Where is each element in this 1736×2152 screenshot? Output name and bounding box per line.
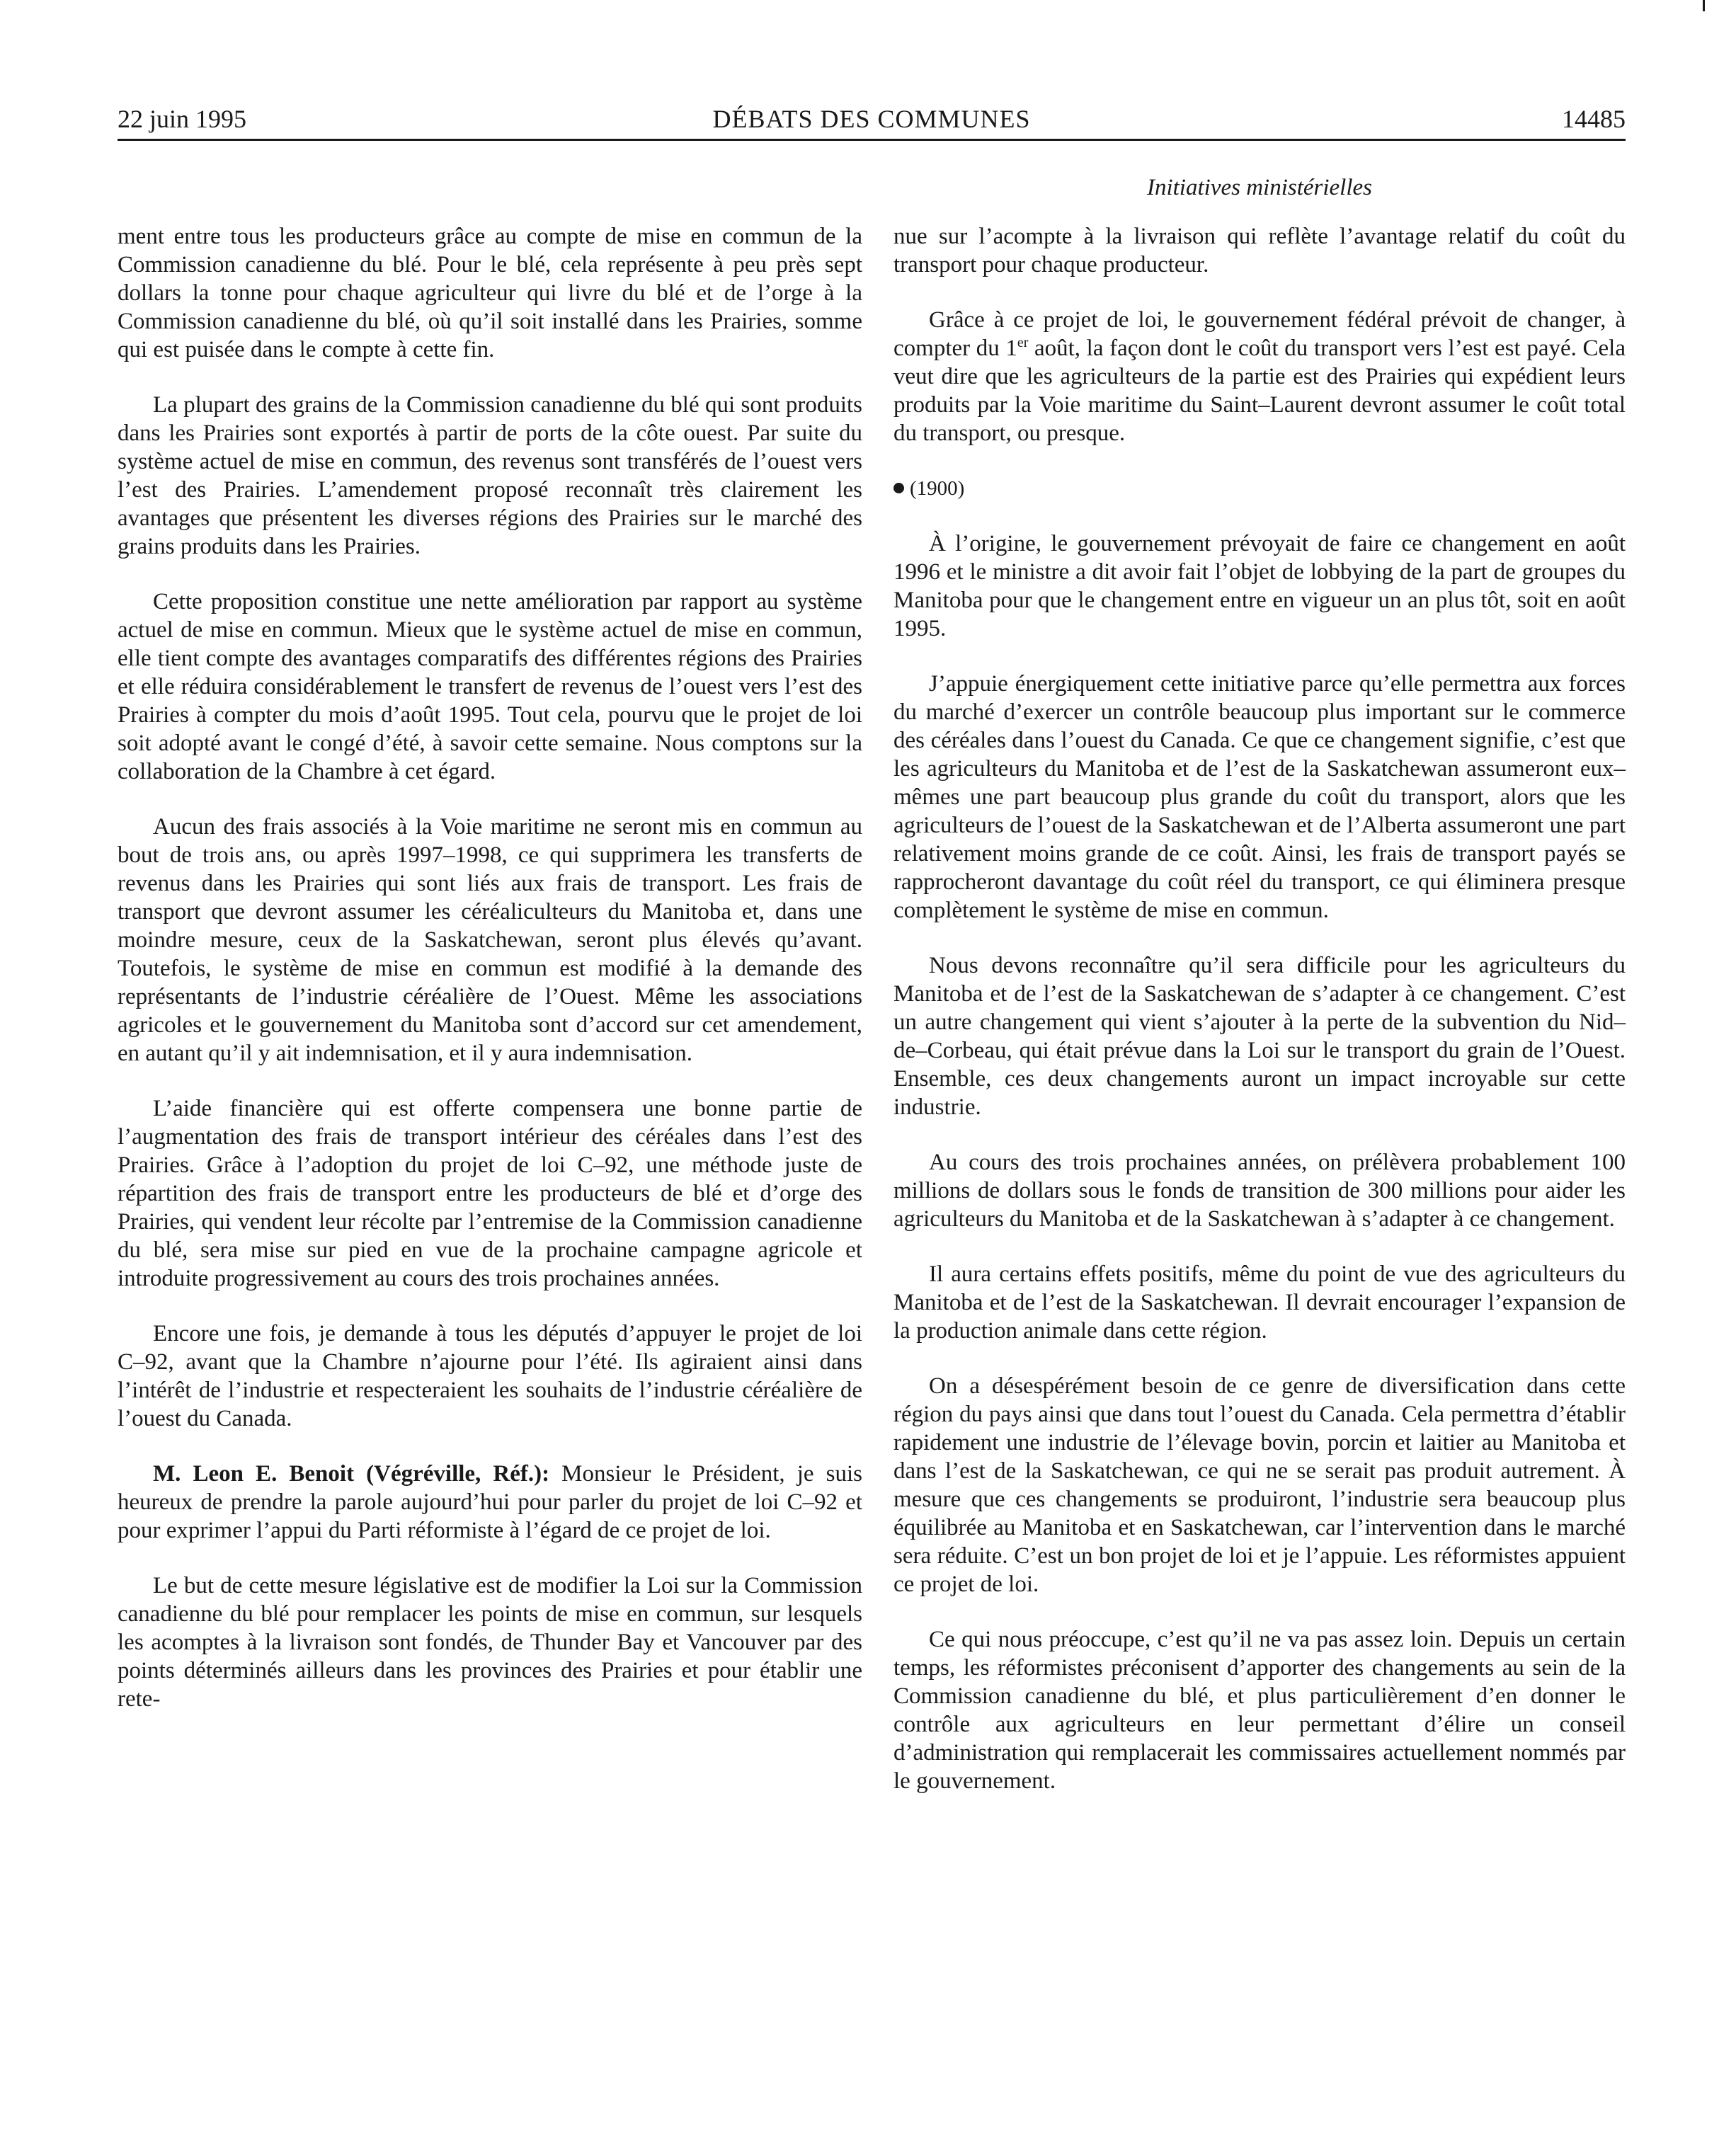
speaker-paragraph — [118, 1460, 862, 1545]
time-marker — [893, 474, 1626, 503]
section-label: Initiatives ministérielles — [1146, 175, 1373, 200]
paragraph: On a désespérément besoin de ce genre de diversification dans cette région du pays ainsi que dans tout l’ouest du Canada. Cela permettra d’établir rapidement une industrie de l’élevage bovin, porcin et laitier au Manitoba et dans l’est de la Saskatchewan, ce qui ne se serait pas produit autrement. À mesure que ces changements se produiront, l’industrie sera beaucoup plus équilibrée au Manitoba et en Saskatchewan, car l’intervention dans le marché sera réduite. C’est un bon projet de loi et je l’appuie. Les réformistes appuient ce projet de loi. — [893, 1373, 1626, 1597]
speaker-text: Monsieur le Président, je suis heureux de prendre la parole aujourd’hui pour parler du projet de loi C–92 et pour exprimer l’appui du Parti réformiste à l’égard de ce projet de loi. — [118, 1461, 862, 1543]
speaker-name: M. Leon E. Benoit (Végréville, Réf.): — [153, 1461, 550, 1487]
paragraph-text: août, la façon dont le coût du transport vers l’est est payé. Cela veut dire que les agriculteurs de la partie est des Prairies qui expédient leurs produits par la Voie maritime du Saint–Laurent devront assumer le coût total du transport, ou presque. — [893, 336, 1626, 446]
paragraph: Encore une fois, je demande à tous les députés d’appuyer le projet de loi C–92, avant que la Chambre n’ajourne pour l’été. Ils agiraient ainsi dans l’intérêt de l’industrie et respecteraient les souhaits de l’industrie céréalière de l’ouest du Canada. — [118, 1321, 862, 1431]
header-date: 22 juin 1995 — [118, 105, 247, 133]
page-header — [118, 98, 1626, 140]
scan-corner-mark — [1703, 0, 1705, 11]
superscript: er — [1017, 335, 1029, 350]
paragraph: Nous devons reconnaître qu’il sera difficile pour les agriculteurs du Manitoba et de l’est de la Saskatchewan de s’adapter à ce changement. C’est un autre changement qui vient s’ajouter à la perte de la subvention du Nid–de–Corbeau, qui était prévue dans la Loi sur le transport du grain de l’Ouest. Ensemble, ces deux changements auront un impact incroyable sur cette industrie. — [893, 953, 1626, 1120]
paragraph-text: Grâce à ce projet de loi, le gouvernement fédéral prévoit de changer, à compter du 1 — [893, 307, 1626, 361]
paragraph: Aucun des frais associés à la Voie maritime ne seront mis en commun au bout de trois ans, ou après 1997–1998, ce qui supprimera les transferts de revenus dans les Prairies qui sont liés aux frais de transport. Les frais de transport que devront assumer les céréaliculteurs du Manitoba et, dans une moindre mesure, ceux de la Saskatchewan, seront plus élevés qu’avant. Toutefois, le système de mise en commun est modifié à la demande des représentants de l’industrie céréalière de l’Ouest. Même les associations agricoles et le gouvernement du Manitoba sont d’accord sur cet amendement, en autant qu’il y ait indemnisation, et il y aura indemnisation. — [118, 814, 862, 1066]
right-column — [893, 222, 1626, 1795]
header-title: DÉBATS DES COMMUNES — [712, 105, 1031, 133]
left-column — [118, 222, 862, 1713]
time-marker-text: (1900) — [910, 477, 965, 500]
paragraph: Au cours des trois prochaines années, on prélèvera probablement 100 millions de dollars sous le fonds de transition de 300 millions pour aider les agriculteurs du Manitoba et de la Saskatchewan à s’adapter à ce changement. — [893, 1150, 1626, 1232]
paragraph — [893, 306, 1626, 447]
paragraph: nue sur l’acompte à la livraison qui reflète l’avantage relatif du coût du transport pour chaque producteur. — [893, 224, 1626, 277]
paragraph: Le but de cette mesure législative est de modifier la Loi sur la Commission canadienne du blé pour remplacer les points de mise en commun, sur lesquels les acomptes à la livraison sont fondés, de Thunder Bay et Vancouver par des points déterminés ailleurs dans les provinces des Prairies et pour établir une rete- — [118, 1573, 862, 1712]
paragraph: ment entre tous les producteurs grâce au compte de mise en commun de la Commission canadienne du blé. Pour le blé, cela représente à peu près sept dollars la tonne pour chaque agriculteur qui livre du blé et de l’orge à la Commission canadienne du blé, où qu’il soit installé dans les Prairies, somme qui est puisée dans le compte à cette fin. — [118, 224, 862, 362]
paragraph: La plupart des grains de la Commission canadienne du blé qui sont produits dans les Prairies sont exportés à partir de ports de la côte ouest. Par suite du système actuel de mise en commun, des revenus sont transférés de l’ouest vers l’est des Prairies. L’amendement proposé reconnaît très clairement les avantages que présentent les diverses régions des Prairies sur le marché des grains produits dans les Prairies. — [118, 392, 862, 559]
paragraph: L’aide financière qui est offerte compensera une bonne partie de l’augmentation des frais de transport intérieur des céréales dans l’est des Prairies. Grâce à l’adoption du projet de loi C–92, une méthode juste de répartition des frais de transport entre les producteurs de blé et d’orge des Prairies, qui vendent leur récolte par l’entremise de la Commission canadienne du blé, sera mise sur pied en vue de la prochaine campagne agricole et introduite progressivement au cours des trois prochaines années. — [118, 1096, 862, 1291]
paragraph: À l’origine, le gouvernement prévoyait de faire ce changement en août 1996 et le ministre a dit avoir fait l’objet de lobbying de la part de groupes du Manitoba pour que le changement entre en vigueur un an plus tôt, soit en août 1995. — [893, 531, 1626, 641]
bullet-icon — [893, 483, 904, 493]
header-rule — [118, 139, 1626, 141]
paragraph: Ce qui nous préoccupe, c’est qu’il ne va pas assez loin. Depuis un certain temps, les réformistes préconisent d’apporter des changements au sein de la Commission canadienne du blé, et plus particulièrement d’en donner le contrôle aux agriculteurs en leur permettant d’élire un conseil d’administration qui remplacerait les commissaires actuellement nommés par le gouvernement. — [893, 1627, 1626, 1794]
paragraph: Il aura certains effets positifs, même du point de vue des agriculteurs du Manitoba et de l’est de la Saskatchewan. Il devrait encourager l’expansion de la production animale dans cette région. — [893, 1261, 1626, 1344]
paragraph: Cette proposition constitue une nette amélioration par rapport au système actuel de mise en commun. Mieux que le système actuel de mise en commun, elle tient compte des avantages comparatifs des différentes régions des Prairies et elle réduira considérablement le transfert de revenus de l’ouest vers l’est des Prairies à compter du mois d’août 1995. Tout cela, pourvu que le projet de loi soit adopté avant le congé d’été, à savoir cette semaine. Nous comptons sur la collaboration de la Chambre à cet égard. — [118, 589, 862, 784]
paragraph: J’appuie énergiquement cette initiative parce qu’elle permettra aux forces du marché d’exercer un contrôle beaucoup plus important sur le commerce des céréales dans l’ouest du Canada. Ce que ce changement signifie, c’est que les agriculteurs du Manitoba et de l’est de la Saskatchewan assumeront eux–mêmes une part beaucoup plus grande du coût du transport, alors que les agriculteurs de l’ouest de la Saskatchewan et de l’Alberta assumeront une part relativement moins grande de ce coût. Ainsi, les frais de transport payés se rapprocheront davantage du coût réel du transport, ce qui éliminera presque complètement le système de mise en commun. — [893, 671, 1626, 923]
header-page-number: 14485 — [1562, 105, 1626, 133]
